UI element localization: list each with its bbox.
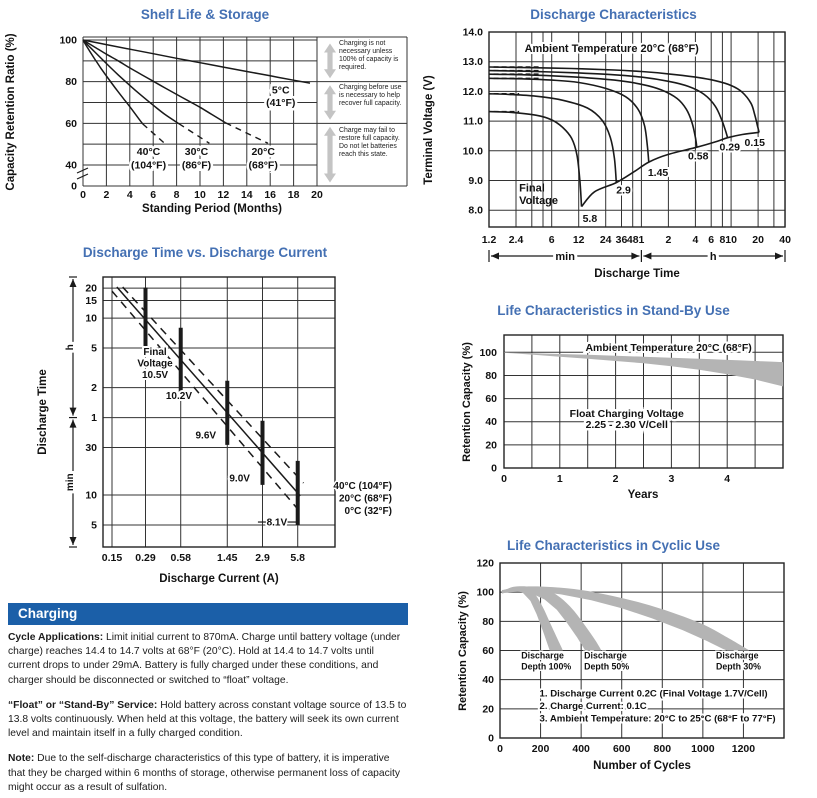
charging-section-header-bar: [8, 603, 408, 625]
x-tick-label: 14: [240, 189, 253, 201]
y-tick-label: 0: [488, 732, 494, 745]
current-label: 0.15: [744, 136, 765, 149]
y-tick-label: 100: [476, 586, 494, 599]
discharge-characteristics-chart: [410, 0, 817, 294]
x-tick-label: 6: [150, 189, 157, 201]
y-axis-title: Retention Capacity (%): [457, 591, 469, 711]
y-axis-title: Discharge Time: [37, 369, 49, 455]
current-label: 0.58: [688, 150, 709, 163]
charging-paragraph-cycle-applications: [8, 631, 408, 688]
y-tick-label: 40: [482, 674, 494, 687]
x-tick-label: 8: [719, 234, 726, 246]
x-tick-label: 4: [126, 189, 133, 201]
chart-title-cyclic-life: Life Characteristics in Cyclic Use: [506, 538, 721, 553]
depth-label: Discharge: [521, 650, 564, 661]
curve-temp-sublabel: (41°F): [266, 96, 296, 109]
y-tick-label: 100: [59, 34, 77, 47]
unit-min-label: min: [65, 473, 76, 492]
y-tick-label: 40: [65, 159, 77, 172]
x-tick-label: 1.2: [481, 234, 497, 246]
cyclic-note: 3. Ambient Temperature: 20°C to 25°C (68°F to 77°F): [539, 713, 776, 725]
shelf-life-annotation-1: Charging is not necessary unless 100% of capacity is required.: [339, 40, 399, 71]
y-axis-title: Capacity Retention Ratio (%): [5, 33, 17, 191]
y-tick-label: 5: [91, 519, 97, 532]
discharge-time-vs-current-chart: [0, 240, 410, 598]
voltage-label: 10.2V: [165, 391, 193, 402]
charging-section-body: [8, 631, 408, 798]
y-tick-label: 15: [85, 295, 97, 308]
charging-paragraph-note: [8, 752, 408, 795]
paragraph-text: Limit initial current to 870mA. Charge until battery voltage (under charge) reaches 14.4 to 14.7 volts at 68°F (20°C). Hold at 14.4 to 14.7 volts until current drops to under 29mA. Battery is fully charged under these conditions, and charger should be disconnected or switched to “float” voltage.: [8, 632, 401, 686]
y-tick-label: 14.0: [462, 26, 483, 39]
curve-temp-label: 30°C: [184, 145, 209, 158]
cyclic-note: 2. Charge Current: 0.1C: [539, 700, 647, 712]
x-tick-label: 4: [724, 473, 731, 485]
x-tick-label: 6: [548, 234, 555, 246]
y-tick-label: 120: [476, 557, 494, 570]
y-tick-label: 80: [485, 369, 497, 382]
x-tick-label: 1000: [691, 743, 715, 755]
y-tick-label: 20: [485, 439, 497, 452]
legend-item-label: 0°C (32°F): [344, 506, 392, 517]
depth-label: Depth 100%: [521, 661, 572, 672]
current-label: 0.29: [719, 141, 740, 154]
y-axis-title: Terminal Voltage (V): [423, 75, 435, 185]
unit-min-label: min: [555, 251, 575, 263]
final-voltage-label: Voltage: [519, 194, 559, 207]
x-tick-label: 600: [612, 743, 631, 755]
y-tick-label: 13.0: [462, 56, 483, 69]
depth-label: Discharge: [584, 650, 627, 661]
y-axis-title: Retention Capacity (%): [461, 342, 473, 462]
y-tick-label: 8.0: [468, 204, 483, 217]
unit-h-label: h: [709, 251, 717, 263]
unit-h-label: h: [65, 344, 76, 351]
charging-paragraph-float-standby: [8, 699, 408, 742]
ambient-temperature-label: Ambient Temperature 20°C (68°F): [524, 42, 699, 55]
paragraph-text: Hold battery across constant voltage source of 13.5 to 13.8 volts continuously. When held at this voltage, the battery will seek its own current level and maintain itself in a fully charged condition.: [8, 699, 407, 740]
y-tick-label: 9.0: [468, 175, 483, 187]
x-tick-label: 16: [264, 189, 277, 201]
chart-title-standby-life: Life Characteristics in Stand-By Use: [497, 303, 730, 318]
y-tick-label: 12.0: [462, 85, 483, 98]
curve-temp-sublabel: (68°F): [248, 159, 278, 172]
y-tick-label: 20: [482, 703, 494, 716]
paragraph-lead: Note:: [8, 753, 35, 765]
x-tick-label: 24: [599, 234, 612, 246]
x-tick-label: 0: [497, 743, 503, 755]
paragraph-text: Due to the self-discharge characteristics of this type of battery, it is imperative that they be charged within 6 months of storage, otherwise permanent loss of capacity might occur as a result of sulfation.: [8, 753, 401, 793]
x-axis-title: Discharge Current (A): [159, 573, 279, 585]
y-tick-label: 10: [85, 489, 97, 502]
x-axis-title: Number of Cycles: [593, 760, 691, 772]
x-tick-label: 1: [638, 234, 645, 246]
x-tick-label: 3: [668, 473, 675, 485]
voltage-label: 8.1V: [266, 517, 288, 529]
x-axis-title: Standing Period (Months): [142, 203, 282, 215]
x-tick-label: 36: [615, 234, 628, 246]
x-tick-label: 2.4: [508, 234, 524, 246]
current-label: 2.9: [616, 184, 631, 197]
depth-label: Discharge: [716, 650, 759, 661]
x-tick-label: 0.58: [170, 552, 191, 564]
y-tick-label: 30: [85, 442, 97, 455]
cyclic-note: 1. Discharge Current 0.2C (Final Voltage 1.7V/Cell): [539, 688, 768, 700]
x-tick-label: 2: [612, 473, 619, 485]
x-tick-label: 40: [779, 234, 791, 246]
chart-title-discharge-time-vs-current: Discharge Time vs. Discharge Current: [82, 245, 328, 260]
y-tick-label: 11.0: [463, 115, 483, 128]
chart-title-discharge-characteristics: Discharge Characteristics: [530, 7, 697, 22]
paragraph-lead: “Float” or “Stand-By” Service:: [8, 699, 158, 711]
voltage-label: 9.6V: [195, 430, 217, 442]
y-tick-label: 0: [491, 462, 497, 475]
x-tick-label: 1.45: [217, 552, 238, 564]
x-tick-label: 1: [556, 473, 563, 485]
x-tick-label: 0.15: [101, 552, 123, 564]
y-tick-label: 40: [485, 416, 497, 429]
x-tick-label: 20: [752, 234, 764, 246]
curve-temp-label: 40°C: [136, 145, 161, 158]
x-tick-label: 2.9: [255, 552, 270, 564]
y-tick-label: 80: [482, 615, 494, 628]
float-voltage-label: 2.25 - 2.30 V/Cell: [585, 419, 668, 432]
y-tick-label: 60: [65, 117, 77, 130]
y-tick-label: 10.0: [462, 145, 483, 158]
ambient-temperature-label: Ambient Temperature 20°C (68°F): [585, 342, 752, 355]
curve-temp-label: 20°C: [251, 145, 275, 158]
x-tick-label: 8: [173, 189, 180, 201]
curve-temp-sublabel: (86°F): [181, 159, 212, 172]
y-tick-label: 60: [485, 393, 497, 406]
y-tick-label: 100: [479, 346, 497, 359]
y-tick-label: 80: [65, 76, 77, 89]
depth-label: Depth 30%: [716, 661, 762, 672]
x-tick-label: 18: [287, 189, 300, 201]
x-tick-label: 6: [708, 234, 715, 246]
final-voltage-label: Final: [519, 182, 545, 195]
x-axis-title: Discharge Time: [594, 268, 680, 280]
x-axis-title: Years: [627, 489, 659, 501]
x-tick-label: 2: [665, 234, 672, 246]
curve-temp-sublabel: (104°F): [130, 159, 167, 172]
y-tick-label: 2: [91, 382, 97, 395]
depth-label: Depth 50%: [584, 661, 630, 672]
x-tick-label: 12: [217, 189, 230, 201]
x-tick-label: 0: [80, 189, 86, 201]
float-voltage-label: Float Charging Voltage: [569, 408, 684, 421]
x-tick-label: 10: [194, 189, 206, 201]
shelf-life-annotation-2: Charging before use is necessary to help recover full capacity.: [339, 84, 402, 107]
x-tick-label: 4: [692, 234, 699, 246]
cyclic-life-chart: [410, 535, 817, 798]
y-tick-label: 1: [91, 412, 97, 425]
x-tick-label: 2: [103, 189, 110, 201]
current-label: 5.8: [582, 213, 598, 226]
x-tick-label: 0.29: [135, 552, 156, 564]
legend-item-label: 40°C (104°F): [333, 481, 392, 492]
y-tick-label: 20: [85, 282, 97, 295]
y-tick-label: 0: [71, 180, 77, 193]
x-tick-label: 12: [572, 234, 585, 246]
x-tick-label: 1200: [731, 743, 756, 755]
x-tick-label: 48: [626, 234, 639, 246]
x-tick-label: 0: [501, 473, 507, 485]
curve-temp-label: 5°C: [271, 84, 290, 97]
charging-section-header-text: Charging: [18, 606, 78, 621]
x-tick-label: 10: [725, 234, 737, 246]
standby-life-chart: [410, 295, 817, 535]
chart-title-shelf-life: Shelf Life & Storage: [140, 7, 270, 22]
shelf-life-chart: [0, 0, 410, 238]
voltage-label: Voltage: [137, 358, 173, 370]
y-tick-label: 60: [482, 645, 494, 658]
shelf-life-annotation-3: Charge may fail to restore full capacity. Do not let batteries reach this state.: [339, 127, 400, 158]
legend-item-label: 20°C (68°F): [338, 493, 392, 505]
voltage-label: Final: [143, 347, 167, 359]
voltage-label: 9.0V: [229, 473, 250, 485]
y-tick-label: 5: [91, 342, 97, 355]
y-tick-label: 10: [85, 312, 97, 325]
voltage-label: 10.5V: [141, 369, 169, 381]
current-label: 1.45: [647, 166, 669, 179]
x-tick-label: 20: [311, 189, 323, 201]
x-tick-label: 800: [653, 743, 672, 755]
x-tick-label: 200: [531, 743, 550, 755]
paragraph-lead: Cycle Applications:: [8, 632, 104, 643]
x-tick-label: 400: [572, 743, 590, 755]
x-tick-label: 5.8: [290, 552, 306, 564]
